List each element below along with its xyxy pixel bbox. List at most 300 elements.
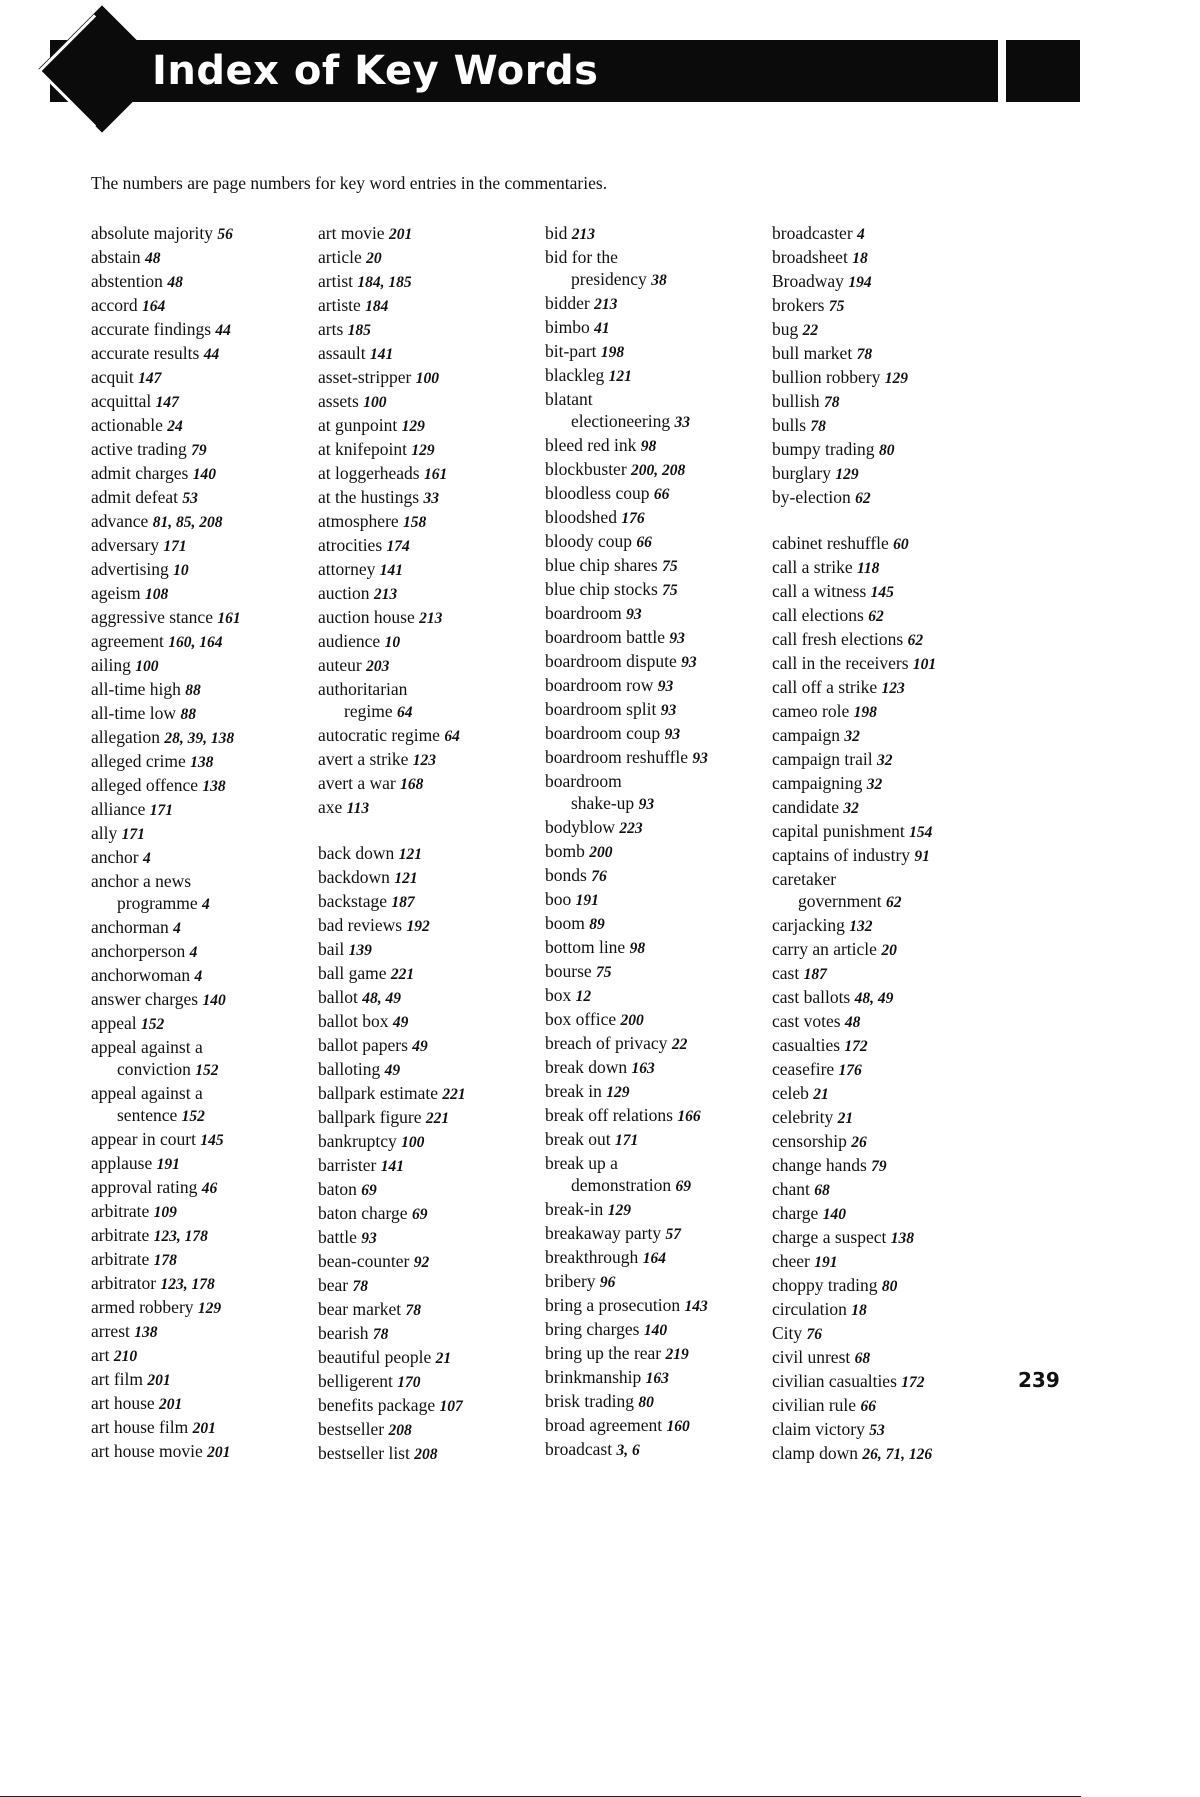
index-term: appeal against a [91, 1083, 203, 1103]
page-references: 69 [675, 1178, 691, 1195]
page-references: 172 [901, 1374, 925, 1391]
page-references: 138 [190, 754, 214, 771]
index-term: bid [545, 223, 568, 243]
index-term: auction house [318, 607, 415, 627]
index-term: bear market [318, 1299, 402, 1319]
page-references: 163 [645, 1370, 669, 1387]
index-term: box [545, 985, 572, 1005]
index-term: ageism [91, 583, 141, 603]
index-entry [318, 222, 540, 246]
page-references: 171 [614, 1132, 639, 1149]
index-term: anchorman [91, 917, 169, 937]
index-entry [91, 1320, 313, 1344]
page-references: 138 [134, 1324, 158, 1341]
index-entry [772, 676, 994, 700]
page-references: 75 [662, 558, 678, 575]
index-term: allegation [91, 727, 161, 747]
index-term: atmosphere [318, 511, 399, 531]
page-references: 88 [180, 706, 196, 723]
index-term: claim victory [772, 1419, 865, 1439]
index-term: bourse [545, 961, 592, 981]
index-entry [318, 914, 540, 938]
index-term: burglary [772, 463, 831, 483]
index-term: broadcast [545, 1439, 613, 1459]
index-term: carry an article [772, 939, 877, 959]
page-references: 191 [814, 1254, 838, 1271]
page-references: 201 [388, 226, 413, 243]
index-entry [318, 842, 540, 866]
index-entry [545, 770, 767, 816]
page-references: 164 [142, 298, 166, 315]
index-term: assault [318, 343, 366, 363]
page-references: 75 [596, 964, 612, 981]
index-entry [318, 582, 540, 606]
index-term: boardroom dispute [545, 651, 677, 671]
index-term: bestseller list [318, 1443, 410, 1463]
index-term: breach of privacy [545, 1033, 668, 1053]
index-term: break out [545, 1129, 611, 1149]
index-entry [318, 414, 540, 438]
index-entry [545, 482, 767, 506]
index-term: civilian casualties [772, 1371, 897, 1391]
page-references: 145 [200, 1132, 224, 1149]
page-references: 78 [856, 346, 873, 363]
page-references: 62 [907, 632, 924, 649]
index-entry [772, 724, 994, 748]
index-term: caretaker [772, 869, 837, 889]
index-term: brinkmanship [545, 1367, 642, 1387]
page-references: 171 [121, 826, 145, 843]
index-entry [91, 558, 313, 582]
index-term: bleed red ink [545, 435, 637, 455]
page-references: 171 [149, 802, 174, 819]
index-term: bestseller [318, 1419, 385, 1439]
index-entry [772, 246, 994, 270]
index-entry [91, 1176, 313, 1200]
index-term: clamp down [772, 1443, 859, 1463]
page-references: 176 [621, 510, 645, 527]
page-references: 109 [153, 1204, 177, 1221]
index-entry [772, 1322, 994, 1346]
page-references: 147 [138, 370, 162, 387]
index-term: accurate findings [91, 319, 212, 339]
index-term: acquittal [91, 391, 152, 411]
index-term: censorship [772, 1131, 847, 1151]
index-term: bean-counter [318, 1251, 410, 1271]
index-term: bonds [545, 865, 587, 885]
index-term: abstain [91, 247, 141, 267]
index-term: arbitrate [91, 1201, 150, 1221]
index-term: bit-part [545, 341, 597, 361]
index-entry [318, 294, 540, 318]
page-references: 33 [423, 490, 439, 507]
page-references: 26, 71, 126 [862, 1446, 933, 1463]
index-term: bomb [545, 841, 585, 861]
index-entry [772, 796, 994, 820]
index-term: actionable [91, 415, 163, 435]
index-entry [772, 438, 994, 462]
index-term: auction [318, 583, 370, 603]
index-entry [91, 534, 313, 558]
index-term: boardroom coup [545, 723, 661, 743]
index-entry [545, 364, 767, 388]
index-term: barrister [318, 1155, 377, 1175]
index-entry [91, 1036, 313, 1082]
page-references: 53 [182, 490, 198, 507]
index-term-continuation-line [91, 1058, 313, 1082]
index-entry [772, 222, 994, 246]
page-references: 49 [384, 1062, 401, 1079]
page-references: 107 [439, 1398, 463, 1415]
index-entry [318, 1178, 540, 1202]
index-term: breakthrough [545, 1247, 639, 1267]
page-references: 176 [838, 1062, 862, 1079]
index-entry [772, 1154, 994, 1178]
index-entry [318, 724, 540, 748]
page-references: 20 [366, 250, 382, 267]
index-term: assets [318, 391, 359, 411]
index-entry [772, 844, 994, 868]
index-term: armed robbery [91, 1297, 194, 1317]
page-references: 140 [202, 992, 226, 1009]
index-entry [318, 1130, 540, 1154]
index-term: audience [318, 631, 381, 651]
index-term: appeal against a [91, 1037, 203, 1057]
page-references: 129 [835, 466, 859, 483]
page-references: 174 [386, 538, 410, 555]
index-entry [772, 1178, 994, 1202]
index-term: balloting [318, 1059, 381, 1079]
page-references: 79 [191, 442, 207, 459]
index-term: boardroom split [545, 699, 657, 719]
page-references: 93 [669, 630, 685, 647]
index-entry [318, 986, 540, 1010]
index-entry [772, 1298, 994, 1322]
index-entry [772, 700, 994, 724]
index-term: avert a strike [318, 749, 409, 769]
index-entry [91, 822, 313, 846]
index-entry [545, 222, 767, 246]
index-term: civilian rule [772, 1395, 857, 1415]
index-entry [545, 554, 767, 578]
page-references: 147 [155, 394, 179, 411]
page-references: 98 [629, 940, 646, 957]
index-entry [772, 604, 994, 628]
index-term: aggressive stance [91, 607, 213, 627]
index-term: ball game [318, 963, 387, 983]
index-term: breakaway party [545, 1223, 662, 1243]
index-term: baton [318, 1179, 357, 1199]
index-term: all-time low [91, 703, 177, 723]
page-references: 69 [361, 1182, 377, 1199]
index-term: break in [545, 1081, 602, 1101]
page-references: 123 [881, 680, 905, 697]
index-entry [545, 1198, 767, 1222]
page-references: 68 [854, 1350, 871, 1367]
index-term: bankruptcy [318, 1131, 397, 1151]
index-term-continuation-line [545, 410, 767, 434]
index-entry [772, 342, 994, 366]
page-references: 201 [192, 1420, 216, 1437]
page-references: 76 [591, 868, 607, 885]
index-term: anchorperson [91, 941, 186, 961]
index-term: at knifepoint [318, 439, 407, 459]
page-references: 138 [890, 1230, 914, 1247]
page-references: 98 [640, 438, 657, 455]
page-references: 160 [666, 1418, 690, 1435]
page-references: 21 [435, 1350, 452, 1367]
page-references: 64 [396, 704, 413, 721]
index-term: ceasefire [772, 1059, 835, 1079]
index-entry [545, 316, 767, 340]
index-entry [545, 530, 767, 554]
index-term: autocratic regime [318, 725, 440, 745]
page-references: 100 [415, 370, 439, 387]
index-term-continuation: demonstration [571, 1175, 672, 1195]
index-term: applause [91, 1153, 153, 1173]
index-entry [772, 1034, 994, 1058]
index-term: casualties [772, 1035, 841, 1055]
page-references: 69 [411, 1206, 428, 1223]
page-title: Index of Key Words [152, 48, 599, 94]
page-references: 200, 208 [631, 462, 686, 479]
index-entry [772, 1274, 994, 1298]
index-entry [545, 1342, 767, 1366]
page-references: 161 [217, 610, 241, 627]
page-references: 76 [806, 1326, 823, 1343]
index-entry [772, 1130, 994, 1154]
index-term: bring charges [545, 1319, 640, 1339]
page-references: 132 [849, 918, 873, 935]
index-term: cast ballots [772, 987, 851, 1007]
index-term: approval rating [91, 1177, 198, 1197]
index-entry [318, 318, 540, 342]
index-entry [318, 962, 540, 986]
page-references: 22 [802, 322, 819, 339]
index-term: ailing [91, 655, 131, 675]
page-references: 100 [401, 1134, 425, 1151]
page-references: 93 [361, 1230, 377, 1247]
page-references: 213 [419, 610, 443, 627]
index-entry [772, 938, 994, 962]
page-references: 79 [871, 1158, 887, 1175]
page-references: 161 [423, 466, 448, 483]
index-entry [318, 938, 540, 962]
index-entry [91, 606, 313, 630]
index-term: bullion robbery [772, 367, 881, 387]
page-references: 80 [881, 1278, 898, 1295]
page-references: 93 [657, 678, 674, 695]
index-entry [772, 532, 994, 556]
index-term: ally [91, 823, 118, 843]
index-entry [318, 1106, 540, 1130]
index-entry [318, 1394, 540, 1418]
page-references: 48 [844, 1014, 861, 1031]
index-entry [545, 1222, 767, 1246]
index-entry [545, 960, 767, 984]
page-references: 93 [638, 796, 655, 813]
index-entry [318, 366, 540, 390]
index-entry [545, 1008, 767, 1032]
page-references: 210 [113, 1348, 138, 1365]
page-references: 4 [857, 226, 865, 243]
banner-notch [998, 40, 1006, 102]
index-term: art [91, 1345, 110, 1365]
index-term: call in the receivers [772, 653, 909, 673]
index-entry [318, 1346, 540, 1370]
index-entry [772, 1346, 994, 1370]
index-term: candidate [772, 797, 840, 817]
page-references: 78 [405, 1302, 421, 1319]
index-column-3 [545, 222, 767, 1462]
page-references: 62 [868, 608, 884, 625]
index-term: at loggerheads [318, 463, 420, 483]
index-entry [772, 390, 994, 414]
index-term: at the hustings [318, 487, 420, 507]
index-term: bring up the rear [545, 1343, 662, 1363]
page-references: 140 [192, 466, 216, 483]
index-term: benefits package [318, 1395, 436, 1415]
index-term: appeal [91, 1013, 137, 1033]
page-references: 141 [380, 1158, 404, 1175]
page-references: 60 [893, 536, 909, 553]
page-references: 75 [828, 298, 845, 315]
index-term: break down [545, 1057, 628, 1077]
index-term: adversary [91, 535, 160, 555]
index-term: Broadway [772, 271, 844, 291]
index-term: art film [91, 1369, 143, 1389]
index-term: arts [318, 319, 344, 339]
index-entry [772, 1010, 994, 1034]
index-term-continuation-line [91, 1104, 313, 1128]
index-entry [545, 246, 767, 292]
index-entry [91, 1248, 313, 1272]
index-entry [545, 1246, 767, 1270]
page-references: 203 [366, 658, 390, 675]
index-term: alliance [91, 799, 146, 819]
index-entry [318, 1322, 540, 1346]
index-term: bulls [772, 415, 807, 435]
index-term: advance [91, 511, 149, 531]
index-term: appear in court [91, 1129, 196, 1149]
index-entry [91, 702, 313, 726]
index-term: bearish [318, 1323, 369, 1343]
index-entry [772, 1370, 994, 1394]
index-entry [91, 940, 313, 964]
index-entry [318, 1082, 540, 1106]
page-references: 158 [403, 514, 427, 531]
index-term: bottom line [545, 937, 626, 957]
index-term: answer charges [91, 989, 199, 1009]
index-term: broadcaster [772, 223, 853, 243]
index-entry [318, 1418, 540, 1442]
index-term: anchor [91, 847, 139, 867]
index-column-1 [91, 222, 313, 1464]
index-term: brokers [772, 295, 825, 315]
index-term: all-time high [91, 679, 181, 699]
index-term: battle [318, 1227, 357, 1247]
index-entry [318, 1370, 540, 1394]
index-term: bloodless coup [545, 483, 650, 503]
index-entry [545, 340, 767, 364]
index-term: bimbo [545, 317, 590, 337]
index-term-continuation-line [545, 1174, 767, 1198]
index-entry [91, 1012, 313, 1036]
page-references: 100 [135, 658, 159, 675]
index-entry [772, 986, 994, 1010]
page-references: 32 [844, 728, 860, 745]
index-column-2 [318, 222, 540, 1466]
page-references: 129 [606, 1084, 630, 1101]
index-term: call fresh elections [772, 629, 904, 649]
page-references: 168 [400, 776, 424, 793]
index-term: choppy trading [772, 1275, 878, 1295]
index-entry [772, 1250, 994, 1274]
index-term: abstention [91, 271, 163, 291]
page-references: 221 [390, 966, 415, 983]
index-entry [91, 1440, 313, 1464]
page-references: 101 [912, 656, 937, 673]
index-term: art house [91, 1393, 155, 1413]
page-references: 20 [881, 942, 897, 959]
page-references: 89 [589, 916, 605, 933]
index-term: ballot papers [318, 1035, 408, 1055]
page-references: 18 [851, 1302, 867, 1319]
index-entry [772, 318, 994, 342]
page-references: 75 [662, 582, 678, 599]
page-references: 187 [803, 966, 827, 983]
page-references: 140 [822, 1206, 846, 1223]
index-term: blockbuster [545, 459, 627, 479]
page-references: 201 [207, 1444, 231, 1461]
index-entry [772, 294, 994, 318]
index-entry [545, 816, 767, 840]
index-term: cabinet reshuffle [772, 533, 889, 553]
index-term: break-in [545, 1199, 604, 1219]
index-term: admit defeat [91, 487, 178, 507]
index-entry [91, 750, 313, 774]
page-references: 184 [365, 298, 389, 315]
index-term: art movie [318, 223, 385, 243]
index-entry [545, 1270, 767, 1294]
index-entry [545, 1366, 767, 1390]
index-entry [91, 510, 313, 534]
page-references: 48 [144, 250, 161, 267]
index-term: cast votes [772, 1011, 841, 1031]
page-references: 108 [144, 586, 169, 603]
index-term: boardroom [545, 603, 622, 623]
index-term: baton charge [318, 1203, 408, 1223]
index-entry [545, 864, 767, 888]
index-entry [545, 1080, 767, 1104]
page-references: 28, 39, 138 [164, 730, 235, 747]
index-term: bear [318, 1275, 349, 1295]
index-entry [91, 390, 313, 414]
page-references: 172 [844, 1038, 868, 1055]
index-entry [318, 678, 540, 724]
page-references: 10 [173, 562, 189, 579]
index-term: blue chip stocks [545, 579, 658, 599]
index-term: auteur [318, 655, 362, 675]
index-entry [772, 772, 994, 796]
index-term-continuation: government [798, 891, 882, 911]
index-entry [318, 534, 540, 558]
page-references: 213 [373, 586, 398, 603]
index-term: charge [772, 1203, 819, 1223]
page-references: 171 [163, 538, 187, 555]
index-entry [545, 458, 767, 482]
index-entry [545, 698, 767, 722]
